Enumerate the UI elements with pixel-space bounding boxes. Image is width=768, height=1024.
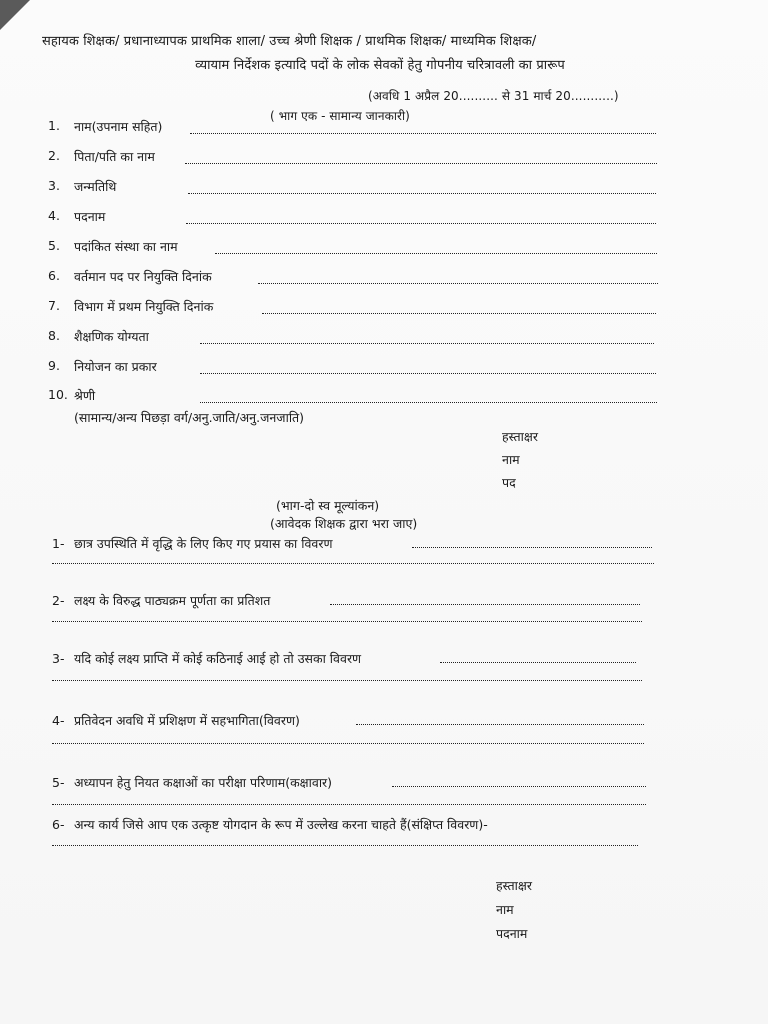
q5-inline-fill-line[interactable] bbox=[392, 786, 646, 787]
question-text: लक्ष्य के विरुद्ध पाठ्यक्रम पूर्णता का प्रतिशत bbox=[74, 593, 271, 608]
q2-answer-line[interactable] bbox=[52, 621, 642, 622]
question-text: अन्य कार्य जिसे आप एक उत्कृष्ट योगदान के रूप में उल्लेख करना चाहते हैं(संक्षिप्त विवरण)- bbox=[74, 817, 488, 832]
part2-signature-label: हस्ताक्षर bbox=[496, 878, 532, 893]
question-2 bbox=[52, 592, 270, 609]
question-1 bbox=[52, 535, 333, 552]
field-label: विभाग में प्रथम नियुक्ति दिनांक bbox=[74, 299, 214, 314]
part1-name-label: नाम bbox=[502, 452, 520, 467]
q5-answer-line[interactable] bbox=[52, 804, 646, 805]
field-number: 3. bbox=[48, 178, 60, 193]
field-label: नियोजन का प्रकार bbox=[74, 359, 157, 374]
field-label: श्रेणी bbox=[74, 388, 96, 403]
field-label: पदांकित संस्था का नाम bbox=[74, 239, 178, 254]
designation-fill-line[interactable] bbox=[186, 223, 656, 224]
category-fill-line[interactable] bbox=[200, 402, 657, 403]
field-label: नाम(उपनाम सहित) bbox=[74, 119, 163, 134]
question-text: यदि कोई लक्ष्य प्राप्ति में कोई कठिनाई आई हो तो उसका विवरण bbox=[74, 651, 362, 666]
category-options-note: (सामान्य/अन्य पिछड़ा वर्ग/अनु.जाति/अनु.जनजाति) bbox=[74, 410, 305, 425]
question-number: 2- bbox=[52, 593, 65, 608]
period-line: (अवधि 1 अप्रैल 20.......... से 31 मार्च 20...........) bbox=[368, 89, 619, 103]
q6-answer-line[interactable] bbox=[52, 845, 638, 846]
question-6 bbox=[52, 816, 488, 833]
field-number: 9. bbox=[48, 358, 60, 373]
q1-inline-fill-line[interactable] bbox=[412, 547, 652, 548]
name-fill-line[interactable] bbox=[190, 133, 656, 134]
part2-name-label: नाम bbox=[496, 902, 514, 917]
q1-answer-line[interactable] bbox=[52, 563, 654, 564]
field-number: 2. bbox=[48, 148, 60, 163]
field-label: जन्मतिथि bbox=[74, 179, 117, 194]
part-two-heading: (भाग-दो स्व मूल्यांकन) bbox=[276, 498, 380, 513]
scan-corner-shadow bbox=[0, 0, 30, 30]
field-number: 5. bbox=[48, 238, 60, 253]
part2-designation-label: पदनाम bbox=[496, 926, 528, 941]
question-4 bbox=[52, 712, 300, 729]
question-5 bbox=[52, 774, 332, 791]
field-number: 10. bbox=[48, 387, 68, 402]
form-title-line-1: सहायक शिक्षक/ प्रधानाध्यापक प्राथमिक शाला/ उच्च श्रेणी शिक्षक / प्राथमिक शिक्षक/ माध्यमिक शिक्षक/ bbox=[42, 34, 537, 49]
employment-type-fill-line[interactable] bbox=[200, 373, 656, 374]
q3-answer-line[interactable] bbox=[52, 680, 642, 681]
part1-signature-label: हस्ताक्षर bbox=[502, 429, 538, 444]
part1-post-label: पद bbox=[502, 475, 516, 490]
question-text: प्रतिवेदन अवधि में प्रशिक्षण में सहभागिता(विवरण) bbox=[74, 713, 300, 728]
question-text: छात्र उपस्थिति में वृद्धि के लिए किए गए प्रयास का विवरण bbox=[74, 536, 333, 551]
field-number: 7. bbox=[48, 298, 60, 313]
question-number: 3- bbox=[52, 651, 65, 666]
field-number: 8. bbox=[48, 328, 60, 343]
part-one-heading: ( भाग एक - सामान्य जानकारी) bbox=[270, 109, 410, 123]
current-appointment-fill-line[interactable] bbox=[258, 283, 658, 284]
question-text: अध्यापन हेतु नियत कक्षाओं का परीक्षा परिणाम(कक्षावार) bbox=[74, 775, 333, 790]
question-number: 6- bbox=[52, 817, 65, 832]
question-3 bbox=[52, 650, 361, 667]
question-number: 5- bbox=[52, 775, 65, 790]
field-label: वर्तमान पद पर नियुक्ति दिनांक bbox=[74, 269, 212, 284]
question-number: 4- bbox=[52, 713, 65, 728]
q3-inline-fill-line[interactable] bbox=[440, 662, 636, 663]
dob-fill-line[interactable] bbox=[188, 193, 656, 194]
field-label: पिता/पति का नाम bbox=[74, 149, 155, 164]
field-number: 4. bbox=[48, 208, 60, 223]
question-number: 1- bbox=[52, 536, 65, 551]
q4-answer-line[interactable] bbox=[52, 743, 644, 744]
q4-inline-fill-line[interactable] bbox=[356, 724, 644, 725]
field-number: 6. bbox=[48, 268, 60, 283]
first-appointment-fill-line[interactable] bbox=[262, 313, 656, 314]
qualification-fill-line[interactable] bbox=[200, 343, 654, 344]
field-number: 1. bbox=[48, 118, 60, 133]
field-label: शैक्षणिक योग्यता bbox=[74, 329, 149, 344]
form-title-line-2: व्यायाम निर्देशक इत्यादि पदों के लोक सेवकों हेतु गोपनीय चरित्रावली का प्रारूप bbox=[195, 58, 565, 73]
institution-fill-line[interactable] bbox=[215, 253, 657, 254]
father-husband-fill-line[interactable] bbox=[185, 163, 657, 164]
field-label: पदनाम bbox=[74, 209, 106, 224]
part-two-subheading: (आवेदक शिक्षक द्वारा भरा जाए) bbox=[270, 516, 418, 531]
q2-inline-fill-line[interactable] bbox=[330, 604, 640, 605]
